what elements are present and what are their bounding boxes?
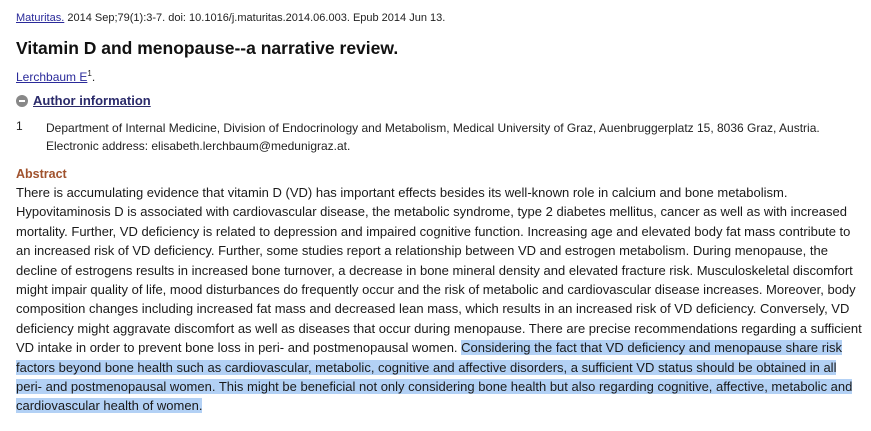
author-list [16, 69, 95, 84]
affiliation-text: Department of Internal Medicine, Division of Endocrinology and Metabolism, Medical University of Graz, Auenbruggerplatz 15, 8036 Graz, Austria. Electronic address: elisabeth.lerchbaum@medunigraz.at. [46, 121, 820, 153]
citation-line [16, 12, 445, 24]
abstract-text: There is accumulating evidence that vitamin D (VD) has important effects besides its well-known role in calcium and bone metabolism. Hypovitaminosis D is associated with cardiovascular disease, the metabolic syndrome, type 2 diabetes mellitus, cancer as well as with increased mortality. Further, VD deficiency is related to depression and impaired cognitive function. Increasing age and elevated body fat mass contribute to an increased risk of VD deficiency. Further, some studies report a relationship between VD and estrogen metabolism. During menopause, the decline of estrogens results in increased bone turnover, a decrease in bone mineral density and elevated fracture risk. Musculoskeletal discomfort might impair quality of life, mood disturbances do frequently occur and the risk of metabolic and cardiovascular disease increases. Moreover, body composition changes including increased fat mass and decreased lean mass, which results in an increased risk of VD deficiency. Conversely, VD deficiency might aggravate discomfort as well as diseases that occur during menopause. There are precise recommendations regarding a sufficient VD intake in order to prevent bone loss in peri- and postmenopausal women. [16, 185, 862, 356]
author-info-label: Author information [33, 93, 151, 108]
minus-circle-icon [16, 95, 28, 107]
author-suffix: . [91, 70, 96, 84]
author-affiliation-sup: 1 [87, 69, 92, 78]
abstract-body [16, 183, 866, 416]
abstract-heading: Abstract [16, 167, 67, 181]
citation-details: 2014 Sep;79(1):3-7. doi: 10.1016/j.maturitas.2014.06.003. Epub 2014 Jun 13. [64, 12, 446, 24]
abstract-selected-text[interactable]: Considering the fact that VD deficiency and menopause share risk factors beyond bone health such as cardiovascular, metabolic, cognitive and affective disorders, a sufficient VD status should be obtained in all peri- and postmenopausal women. This might be beneficial not only considering bone health but also regarding cognitive, affective, metabolic and cardiovascular health of women. [16, 340, 853, 414]
journal-link[interactable]: Maturitas. [16, 12, 65, 24]
author-info-toggle[interactable] [16, 93, 151, 108]
author-link[interactable]: Lerchbaum E [16, 70, 88, 84]
affiliation-number: 1 [16, 119, 23, 133]
article-title: Vitamin D and menopause--a narrative review. [16, 38, 399, 58]
